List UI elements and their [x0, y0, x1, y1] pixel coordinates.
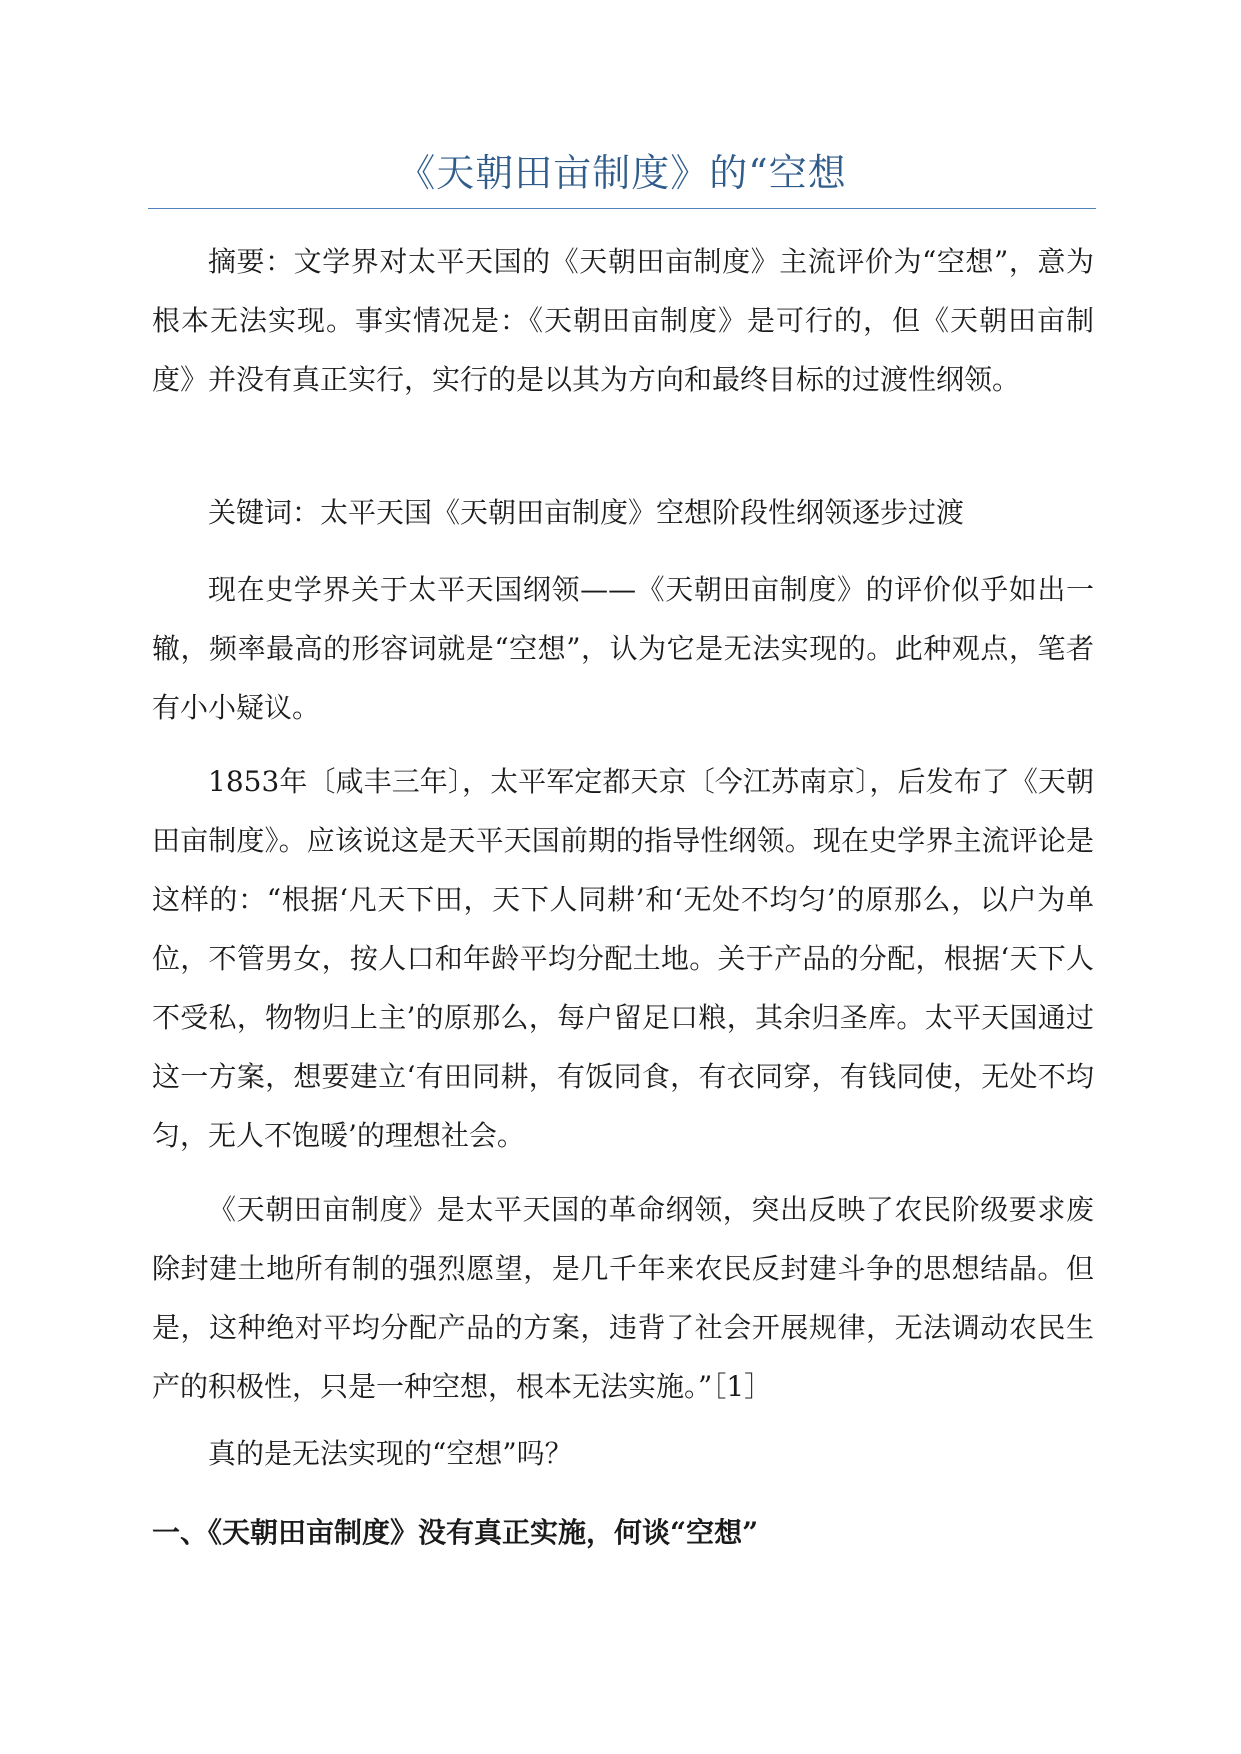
keywords-paragraph: 关键词：太平天国《天朝田亩制度》空想阶段性纲领逐步过渡 [208, 496, 965, 529]
section-heading: 一、《天朝田亩制度》没有真正实施，何谈“空想” [152, 1516, 759, 1549]
title-underline [148, 208, 1096, 209]
abstract-paragraph: 摘要：文学界对太平天国的《天朝田亩制度》主流评价为“空想”，意为根本无法实现。事实情况是：《天朝田亩制度》是可行的，但《天朝田亩制度》并没有真正实行，实行的是以其为方向和最终目标的过渡性纲领。 [152, 245, 1094, 396]
body-paragraph-3: 《天朝田亩制度》是太平天国的革命纲领，突出反映了农民阶级要求废除封建土地所有制的强烈愿望，是几千年来农民反封建斗争的思想结晶。但是，这种绝对平均分配产品的方案，违背了社会开展规律，无法调动农民生产的积极性，只是一种空想，根本无法实施。”［1］ [152, 1193, 1094, 1403]
body-paragraph-1: 现在史学界关于太平天国纲领——《天朝田亩制度》的评价似乎如出一辙，频率最高的形容词就是“空想”，认为它是无法实现的。此种观点，笔者有小小疑议。 [152, 573, 1094, 724]
body-paragraph-4: 真的是无法实现的“空想”吗？ [208, 1437, 573, 1470]
document-title: 《天朝田亩制度》的“空想 [397, 151, 847, 195]
body-paragraph-2: 1853年〔咸丰三年〕，太平军定都天京〔今江苏南京〕，后发布了《天朝田亩制度》。应该说这是天平天国前期的指导性纲领。现在史学界主流评论是这样的：“根据‘凡天下田，天下人同耕’和‘无处不均匀’的原那么，以户为单位，不管男女，按人口和年龄平均分配土地。关于产品的分配，根据‘天下人不受私，物物归上主’的原那么，每户留足口粮，其余归圣库。太平天国通过这一方案，想要建立‘有田同耕，有饭同食，有衣同穿，有钱同使，无处不均匀，无人不饱暖’的理想社会。 [152, 765, 1094, 1152]
